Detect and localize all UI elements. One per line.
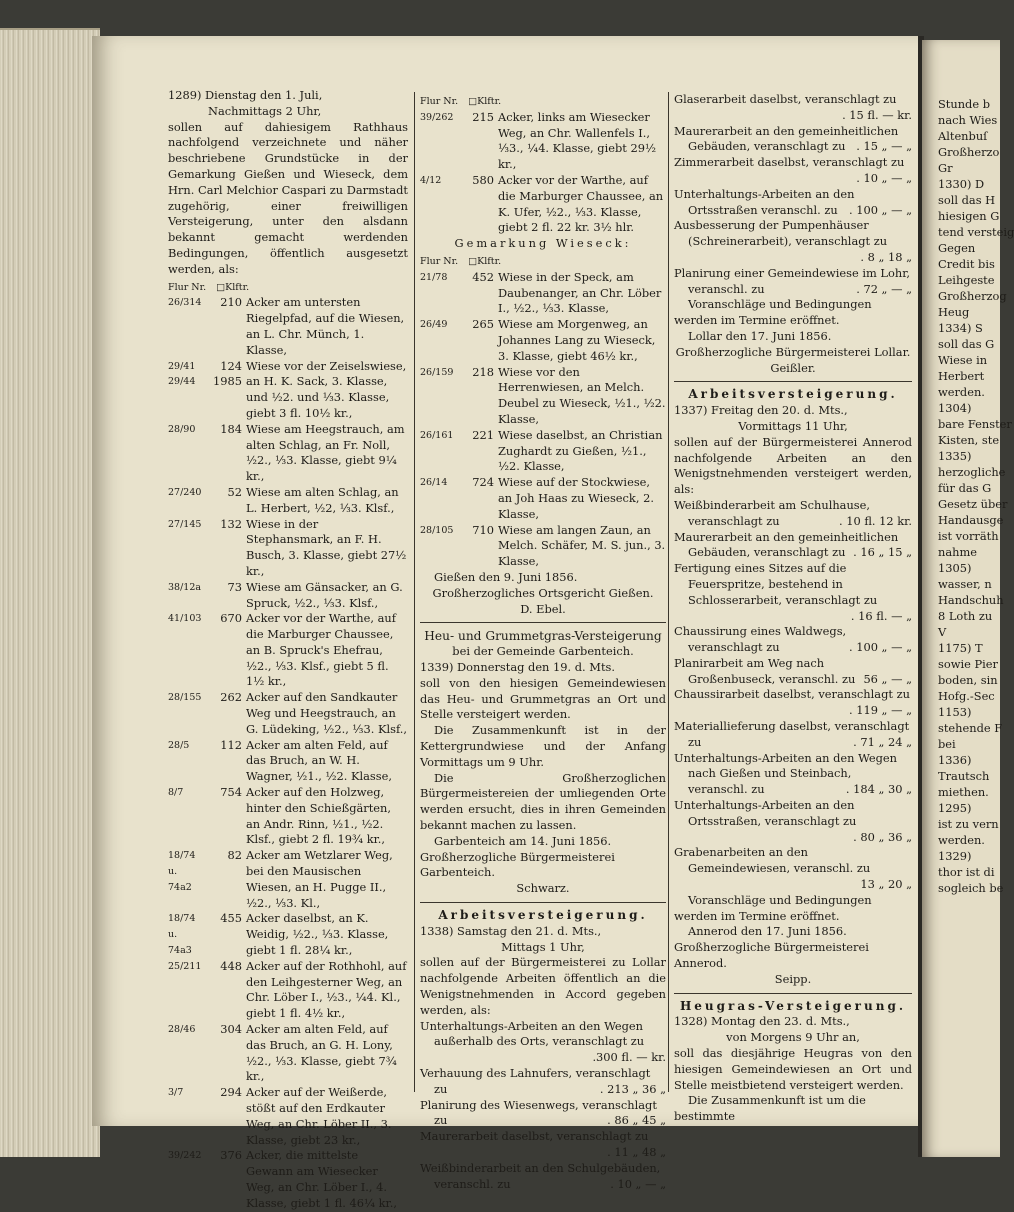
facing-page-fragment: Großherzog — [938, 289, 1007, 303]
cost-item-label: Chaussirung eines Waldwegs, veranschlagt zu — [674, 624, 847, 655]
cost-item — [420, 1066, 666, 1098]
cost-item — [674, 719, 912, 751]
parcel-description: Wiese am alten Schlag, an L. Herbert, ½2, ⅓3. Klsf., — [246, 484, 399, 515]
notice-line: 1338) Samstag den 21. d. Mts., — [420, 923, 602, 938]
parcel-size: 215 — [472, 109, 494, 124]
cost-item-amount: . 80 „ 36 „ — [853, 829, 912, 844]
cost-item-label: Glaserarbeit daselbst, veranschlagt zu — [674, 92, 897, 106]
cost-item — [674, 92, 912, 124]
cost-item-label: Ausbesserung der Pumpenhäuser (Schreinerarbeit), veranschlagt zu — [674, 218, 888, 249]
facing-page-fragment: Stunde b — [938, 97, 990, 111]
facing-page-fragment: bei — [938, 737, 956, 751]
parcel-flur-number: 26/14 — [420, 477, 448, 489]
facing-page-fragment: Hofg.-Sec — [938, 689, 995, 703]
parcel-entry — [168, 611, 408, 690]
cost-item-amount: . 15 fl. — kr. — [842, 107, 912, 122]
section-heading: Heugras-Versteigerung. — [679, 998, 907, 1013]
notice-body: Die Zusammenkunft ist in der Kettergrundwiese und der Anfang Vormittags um 9 Uhr. — [420, 723, 666, 769]
parcel-description: Wiese am Gänsacker, an G. Spruck, ½2., ⅓3. Klsf., — [246, 579, 403, 610]
cost-item-amount: 13 „ 20 „ — [860, 877, 912, 892]
signature-name: Schwarz. — [516, 881, 570, 896]
cost-item — [420, 1019, 666, 1066]
notice-body: Die Großherzoglichen Bürgermeistereien der umliegenden Orte werden ersucht, dies in ihren Gemeinden bekannt machen zu lassen. — [420, 770, 666, 833]
cost-item — [674, 124, 912, 156]
parcel-description: Acker auf den Holzweg, hinter den Schießgärten, an Andr. Rinn, ½1., ½2. Klsf., giebt 2 fl. 19¾ kr., — [246, 785, 392, 847]
date-line: Garbenteich am 14. Juni 1856. — [434, 833, 612, 848]
parcel-flur-number: 28/90 — [168, 423, 196, 435]
parcel-description: Acker am Wetzlarer Weg, bei den Mausischen Wiesen, an H. Pugge II., ½2., ⅓3. Kl., — [246, 848, 393, 910]
facing-page-fragment: 1329) — [938, 849, 972, 863]
notice-time: Vormittags 11 Uhr, — [738, 418, 848, 433]
parcel-size: 52 — [227, 484, 242, 499]
notice-line: 1339) Donnerstag den 19. d. Mts. — [420, 660, 615, 675]
parcel-entry — [168, 422, 408, 485]
parcel-size: 132 — [220, 516, 242, 531]
parcel-entry — [420, 523, 666, 570]
facing-page-fragment: ist zu vern — [938, 817, 999, 831]
cost-item-amount: . 10 „ — „ — [856, 170, 912, 185]
table-head: Flur Nr. □Klftr. — [420, 96, 502, 107]
facing-page-fragment: werden. — [938, 833, 985, 847]
parcel-flur-number: 29/41 29/44 — [168, 360, 196, 388]
facing-page-fragment: soll das G — [938, 337, 995, 351]
notice-1289-number: 1289) Dienstag den 1. Juli, — [168, 88, 323, 102]
parcel-size: 670 — [220, 611, 242, 626]
parcel-size: 294 — [220, 1085, 242, 1100]
facing-page-fragment: boden, sin — [938, 673, 998, 687]
date-line: Gießen den 9. Juni 1856. — [434, 569, 578, 584]
facing-page-fragment: 1295) — [938, 801, 972, 815]
cost-item-label: Unterhaltungs-Arbeiten an den Wegen nach Gießen und Steinbach, veranschl. zu — [674, 750, 897, 797]
parcel-description: Acker daselbst, an K. Weidig, ½2., ⅓3. Klasse, giebt 1 fl. 28¼ kr., — [246, 911, 389, 958]
cost-item-amount: . 16 fl. — „ — [850, 608, 912, 623]
parcel-flur-number: 28/46 — [168, 1024, 196, 1036]
column-1 — [168, 88, 408, 1212]
parcel-size: 124 1985 — [213, 358, 242, 389]
cost-item-label: Planirung einer Gemeindewiese im Lohr, veranschl. zu — [674, 265, 911, 296]
notice-body: sollen auf der Bürgermeisterei zu Lollar nachfolgende Arbeiten öffentlich an die Wenigstnehmenden in Accord gegeben werden, als: — [420, 955, 666, 1017]
parcel-size: 184 — [220, 421, 242, 436]
parcel-description: Wiese vor der Zeiselswiese, an H. K. Sack, 3. Klasse, und ½2. und ⅓3. Klasse, giebt 3 fl. 10½ kr., — [246, 358, 407, 420]
cost-item — [674, 218, 912, 265]
parcel-flur-number: 25/211 — [168, 960, 202, 972]
cost-item — [420, 1098, 666, 1130]
parcel-size: 448 — [220, 958, 242, 973]
facing-page-fragment: Großherzo — [938, 145, 1000, 159]
parcel-description: Acker am untersten Riegelpfad, auf die Wiesen, an L. Chr. Münch, 1. Klasse, — [246, 295, 405, 357]
facing-page-fragment: wasser, n — [938, 577, 992, 591]
facing-page-fragment: Handausge — [938, 513, 1004, 527]
signature-name: Geißler. — [770, 360, 816, 375]
parcel-entry — [420, 475, 666, 522]
notice-line: 1337) Freitag den 20. d. Mts., — [674, 403, 848, 418]
facing-page-fragment: Handschuh — [938, 593, 1004, 607]
parcel-description: Acker auf der Weißerde, stößt auf den Erdkauter Weg, an Chr. Löber II., 3. Klasse, giebt 23 kr., — [246, 1085, 392, 1147]
parcel-description: Acker vor der Warthe, auf die Marburger Chaussee, an B. Spruck's Ehefrau, ½2., ⅓3. Klsf., giebt 5 fl. 1½ kr., — [246, 611, 396, 689]
parcel-description: Acker am alten Feld, auf das Bruch, an W. H. Wagner, ½1., ½2. Klasse, — [246, 737, 392, 784]
signature-office: Großherzogliche Bürgermeisterei Lollar. — [675, 344, 911, 359]
column-2 — [420, 92, 666, 1192]
cost-item — [674, 266, 912, 298]
facing-page-fragment: thor ist di — [938, 865, 995, 879]
facing-page-fragment: tend versteig — [938, 225, 1014, 239]
facing-page-fragment: bare Fenster — [938, 417, 1012, 431]
gemarkung-heading: Gemarkung Wieseck: — [454, 236, 632, 251]
facing-page-fragment: Credit bis — [938, 257, 995, 271]
facing-page-fragment: Leihgeste — [938, 273, 995, 287]
parcel-description: Wiese in der Stephansmark, an F. H. Busch, 3. Klasse, giebt 27½ kr., — [246, 516, 407, 578]
cost-list — [674, 498, 912, 893]
cost-item-amount: . 100 „ — „ — [848, 640, 912, 655]
cost-item-amount: . 184 „ 30 „ — [845, 782, 912, 797]
cost-item-label: Verhauung des Lahnufers, veranschlagt zu — [420, 1066, 651, 1096]
cost-item-amount: . 72 „ — „ — [856, 281, 912, 296]
cost-item-label: Fertigung eines Sitzes auf die Feuerspritze, bestehend in Schlosserarbeit, veranschlagt zu — [674, 561, 878, 607]
parcel-entry — [420, 270, 666, 317]
section-heading: Arbeitsversteigerung. — [688, 387, 898, 402]
cost-item-amount: . 213 „ 36 „ — [599, 1081, 666, 1096]
table-head: Flur Nr. □Klftr. — [168, 281, 250, 293]
parcel-entry — [420, 365, 666, 428]
cost-item — [420, 1129, 666, 1161]
cost-item-label: Zimmerarbeit daselbst, veranschlagt zu — [674, 155, 905, 170]
section-subheading: bei der Gemeinde Garbenteich. — [452, 644, 634, 659]
cost-item-label: Maurerarbeit an den gemeinheitlichen Gebäuden, veranschlagt zu — [674, 123, 899, 154]
facing-page-fragment: Gr — [938, 161, 953, 175]
facing-page-fragment: für das G — [938, 481, 992, 495]
parcel-flur-number: 8/7 — [168, 787, 184, 799]
parcel-description: Acker auf den Sandkauter Weg und Heegstrauch, an G. Lüdeking, ½2., ⅓3. Klsf., — [246, 690, 408, 736]
cost-item — [674, 530, 912, 562]
signature-name: Seipp. — [774, 971, 812, 986]
facing-page-fragment: 1334) S — [938, 321, 983, 335]
facing-page-fragment: 1335) — [938, 449, 972, 463]
cost-item-label: Weißbinderarbeit an den Schulgebäuden, veranschl. zu — [420, 1160, 661, 1191]
cost-item-label: Weißbinderarbeit am Schulhause, veranschlagt zu — [674, 497, 871, 528]
parcel-list — [168, 295, 408, 1211]
cost-item-label: Chaussirarbeit daselbst, veranschlagt zu — [674, 687, 910, 702]
cost-item-label: Unterhaltungs-Arbeiten an den Ortsstraßen, veranschlagt zu — [674, 798, 857, 828]
divider — [674, 993, 912, 994]
parcel-flur-number: 4/12 — [420, 174, 442, 186]
facing-page-fragment: 1336) — [938, 753, 972, 767]
parcel-description: Wiese am Morgenweg, an Johannes Lang zu Wieseck, 3. Klasse, giebt 46½ kr., — [498, 317, 656, 363]
cost-item-amount: . 86 „ 45 „ — [607, 1113, 666, 1128]
facing-page-fragment: 8 Loth zu — [938, 609, 993, 623]
column-rule — [414, 92, 415, 1092]
parcel-size: 82 — [227, 848, 242, 863]
parcel-entry — [420, 110, 666, 173]
parcel-size: 221 — [472, 427, 494, 442]
parcel-description: Wiese vor den Herrenwiesen, an Melch. Deubel zu Wieseck, ½1., ½2. Klasse, — [498, 364, 666, 426]
date-line: Annerod den 17. Juni 1856. — [688, 924, 847, 939]
facing-page-fragment: 1153) — [938, 705, 972, 719]
cost-item-amount: . 100 „ — „ — [848, 202, 912, 217]
column-3 — [674, 92, 912, 1125]
parcel-flur-number: 41/103 — [168, 613, 202, 625]
parcel-flur-number: 38/12a — [168, 581, 202, 593]
notice-body: sollen auf der Bürgermeisterei Annerod nachfolgende Arbeiten an den Wenigstnehmenden versteigert werden, als: — [674, 434, 912, 497]
parcel-entry — [420, 317, 666, 364]
facing-page-fragment: stehende F — [938, 721, 1003, 735]
cost-item-amount: . 8 „ 18 „ — [860, 249, 912, 264]
parcel-description: Wiese in der Speck, am Daubenanger, an Chr. Löber I., ½2., ⅓3. Klasse, — [498, 269, 662, 316]
divider — [674, 381, 912, 382]
parcel-flur-number: 39/262 — [420, 111, 454, 123]
cost-item-label: Planirung des Wiesenwegs, veranschlagt zu — [420, 1097, 657, 1128]
cost-item-amount: . 11 „ 48 „ — [607, 1145, 666, 1159]
parcel-description: Acker, links am Wiesecker Weg, an Chr. Wallenfels I., ⅓3., ¼4. Klasse, giebt 29½ kr., — [498, 109, 656, 172]
cost-item — [674, 751, 912, 798]
parcel-entry — [168, 690, 408, 737]
cost-item-amount: . 10 „ — „ — [610, 1176, 666, 1191]
cost-item-amount: . 15 „ — „ — [856, 139, 912, 154]
facing-page-fragment: 1330) D — [938, 177, 985, 191]
cost-item-amount: 56 „ — „ — [863, 671, 912, 686]
cost-item-label: Planirarbeit am Weg nach Großenbuseck, veranschl. zu — [674, 655, 856, 686]
parcel-entry — [168, 359, 408, 422]
facing-page-fragment: Trautsch — [938, 769, 990, 783]
parcel-entry — [168, 1148, 408, 1211]
facing-page-fragment: Heug — [938, 305, 970, 319]
facing-page-fragment: V — [938, 625, 947, 639]
facing-page-fragment: Herbert — [938, 369, 985, 383]
parcel-entry — [168, 1022, 408, 1085]
parcel-flur-number: 27/145 — [168, 518, 202, 530]
cost-list — [420, 1019, 666, 1193]
section-heading: Arbeitsversteigerung. — [438, 908, 648, 923]
column-rule — [668, 92, 669, 1092]
cost-item-label: Materiallieferung daselbst, veranschlagt zu — [674, 719, 910, 749]
facing-page-fragment: miethen. — [938, 785, 989, 799]
notice-1289-time: Nachmittags 2 Uhr, — [208, 103, 322, 118]
cost-item-label: Maurerarbeit daselbst, veranschlagt zu — [420, 1129, 649, 1144]
cost-item — [674, 155, 912, 187]
parcel-description: Acker vor der Warthe, auf die Marburger Chaussee, an K. Ufer, ½2., ⅓3. Klasse, giebt 2 fl. 22 kr. 3½ hlr. — [498, 172, 664, 235]
parcel-entry — [168, 848, 408, 911]
parcel-flur-number: 28/5 — [168, 739, 190, 751]
notice-1289-body: sollen auf dahiesigem Rathhaus nachfolgend verzeichnete und näher beschriebene Grundstücke in der Gemarkung Gießen und Wieseck, dem Hrn. Carl Melchior Caspari zu Darmstadt zugehörig, einer freiwilligen Versteigerung, unter den alsdann bekannt gemacht werdenden Bedingungen, öffentlich ausgesetzt werden, als: — [168, 119, 408, 276]
divider — [420, 622, 666, 623]
parcel-description: Wiese am langen Zaun, an Melch. Schäfer, M. S. jun., 3. Klasse, — [498, 522, 666, 569]
parcel-entry — [168, 738, 408, 785]
parcel-flur-number: 18/74 u. 74a3 — [168, 913, 196, 957]
parcel-list — [420, 270, 666, 570]
signature-office: Großherzogliches Ortsgericht Gießen. — [432, 585, 654, 600]
parcel-list — [420, 110, 666, 236]
signature-office: Großherzogliche Bürgermeisterei Annerod. — [674, 940, 869, 971]
parcel-description: Wiese auf der Stockwiese, an Joh Haas zu Wieseck, 2. Klasse, — [498, 475, 654, 521]
parcel-flur-number: 26/314 — [168, 297, 202, 309]
notice-body: Voranschläge und Bedingungen werden im Termine eröffnet. — [674, 892, 872, 923]
cost-item-amount: . 16 „ 15 „ — [853, 545, 912, 560]
facing-page-fragment: Wiese in — [938, 353, 988, 367]
parcel-description: Acker, die mittelste Gewann am Wiesecker Weg, an Chr. Löber I., 4. Klasse, giebt 1 fl. 46¼ kr., — [246, 1148, 397, 1210]
parcel-description: Acker am alten Feld, auf das Bruch, an G. H. Lony, ½2., ⅓3. Klasse, giebt 7¾ kr., — [246, 1022, 397, 1084]
facing-page-fragment: nahme — [938, 545, 978, 559]
notice-body: soll von den hiesigen Gemeindewiesen das Heu- und Grummetgras an Ort und Stelle versteigert werden. — [420, 675, 666, 722]
parcel-flur-number: 21/78 — [420, 271, 448, 283]
parcel-entry — [168, 485, 408, 517]
cost-item-label: Unterhaltungs-Arbeiten an den Wegen außerhalb des Orts, veranschlagt zu — [420, 1018, 645, 1049]
parcel-entry — [168, 295, 408, 358]
book-page-stack — [0, 30, 100, 1157]
parcel-size: 754 — [220, 785, 242, 800]
facing-page-fragment: werden. — [938, 385, 985, 399]
parcel-flur-number: 26/161 — [420, 429, 454, 441]
parcel-flur-number: 27/240 — [168, 486, 202, 498]
parcel-entry — [168, 1085, 408, 1148]
facing-page-fragment: Gesetz über — [938, 497, 1008, 511]
table-head: Flur Nr. □Klftr. — [420, 255, 502, 267]
parcel-flur-number: 28/105 — [420, 524, 454, 536]
parcel-size: 112 — [220, 737, 242, 752]
parcel-entry — [168, 959, 408, 1022]
parcel-flur-number: 39/242 — [168, 1150, 202, 1162]
facing-page-edge — [922, 40, 1014, 1157]
facing-page-fragment: sogleich be — [938, 881, 1004, 895]
cost-item-amount: . 119 „ — „ — [848, 703, 912, 718]
parcel-size: 376 — [220, 1148, 242, 1163]
cost-item — [674, 845, 912, 892]
parcel-description: Wiese am Heegstrauch, am alten Schlag, an Fr. Noll, ½2., ⅓3. Klasse, giebt 9¼ kr., — [246, 421, 405, 484]
signature-office: Großherzogliche Bürgermeisterei Garbenteich. — [420, 849, 615, 880]
parcel-size: 218 — [472, 364, 494, 379]
parcel-size: 580 — [472, 172, 494, 187]
cost-item — [674, 498, 912, 530]
notice-time: von Morgens 9 Uhr an, — [726, 1030, 860, 1045]
facing-page-fragment: hiesigen G — [938, 209, 1000, 223]
date-line: Lollar den 17. Juni 1856. — [688, 328, 832, 343]
parcel-entry — [420, 428, 666, 475]
parcel-size: 710 — [472, 522, 494, 537]
cost-item — [674, 187, 912, 219]
parcel-size: 210 — [220, 295, 242, 310]
parcel-flur-number: 18/74 u. 74a2 — [168, 850, 196, 893]
notice-body: Voranschläge und Bedingungen werden im Termine eröffnet. — [674, 297, 872, 328]
facing-page-fragment: soll das H — [938, 193, 996, 207]
signature-name: D. Ebel. — [520, 601, 566, 616]
parcel-description: Wiese daselbst, an Christian Zughardt zu Gießen, ½1., ½2. Klasse, — [498, 427, 663, 474]
parcel-flur-number: 28/155 — [168, 692, 202, 704]
cost-item-amount: .300 fl. — kr. — [592, 1050, 666, 1065]
notice-body: soll das diesjährige Heugras von den hiesigen Gemeindewiesen an Ort und Stelle meistbietend versteigert werden. — [674, 1046, 912, 1092]
parcel-entry — [168, 785, 408, 848]
cost-item-amount: . 71 „ 24 „ — [853, 734, 912, 749]
notice-line: 1328) Montag den 23. d. Mts., — [674, 1014, 850, 1029]
parcel-flur-number: 26/159 — [420, 366, 454, 378]
parcel-size: 455 — [220, 911, 242, 926]
facing-page-fragment: Kisten, ste — [938, 433, 1000, 447]
cost-item-label: Grabenarbeiten an den Gemeindewiesen, veranschl. zu — [674, 845, 871, 876]
facing-page-fragment: sowie Pier — [938, 657, 998, 671]
cost-item — [674, 561, 912, 624]
parcel-size: 73 — [227, 579, 242, 594]
parcel-entry — [168, 911, 408, 958]
section-heading: Heu- und Grummetgras-Versteigerung — [424, 629, 662, 644]
cost-list — [674, 92, 912, 297]
cost-item — [420, 1161, 666, 1193]
parcel-entry — [168, 580, 408, 612]
divider — [420, 902, 666, 903]
parcel-size: 265 — [472, 317, 494, 332]
facing-page-fragment: 1305) — [938, 561, 972, 575]
cost-item — [674, 656, 912, 688]
parcel-size: 724 — [472, 475, 494, 490]
parcel-description: Acker auf der Rothhohl, auf den Leihgesterner Weg, an Chr. Löber I., ½3., ¼4. Kl., giebt 1 fl. 4½ kr., — [246, 958, 407, 1021]
facing-page-fragment: ist vorräth — [938, 529, 999, 543]
parcel-size: 452 — [472, 269, 494, 284]
cost-item — [674, 687, 912, 719]
cost-item — [674, 798, 912, 845]
facing-page-fragment: 1175) T — [938, 641, 983, 655]
notice-time: Mittags 1 Uhr, — [501, 939, 585, 954]
notice-body: Die Zusammenkunft ist um die bestimmte — [674, 1093, 866, 1124]
parcel-flur-number: 3/7 — [168, 1087, 184, 1099]
facing-page-fragment: 1304) — [938, 401, 972, 415]
parcel-entry — [168, 517, 408, 580]
cost-item — [674, 624, 912, 656]
parcel-flur-number: 26/49 — [420, 319, 448, 331]
cost-item-label: Maurerarbeit an den gemeinheitlichen Gebäuden, veranschlagt zu — [674, 529, 899, 560]
facing-page-fragment: Gegen — [938, 241, 976, 255]
facing-page-fragment: nach Wies — [938, 113, 998, 127]
cost-item-label: Unterhaltungs-Arbeiten an den Ortsstraßen veranschl. zu — [674, 186, 855, 217]
facing-page-fragment: herzogliche — [938, 465, 1006, 479]
parcel-size: 304 — [220, 1022, 242, 1037]
facing-page-fragment: Altenbuſ — [938, 129, 988, 143]
cost-item-amount: . 10 fl. 12 kr. — [838, 513, 912, 528]
parcel-entry — [420, 173, 666, 236]
parcel-size: 262 — [220, 690, 242, 705]
